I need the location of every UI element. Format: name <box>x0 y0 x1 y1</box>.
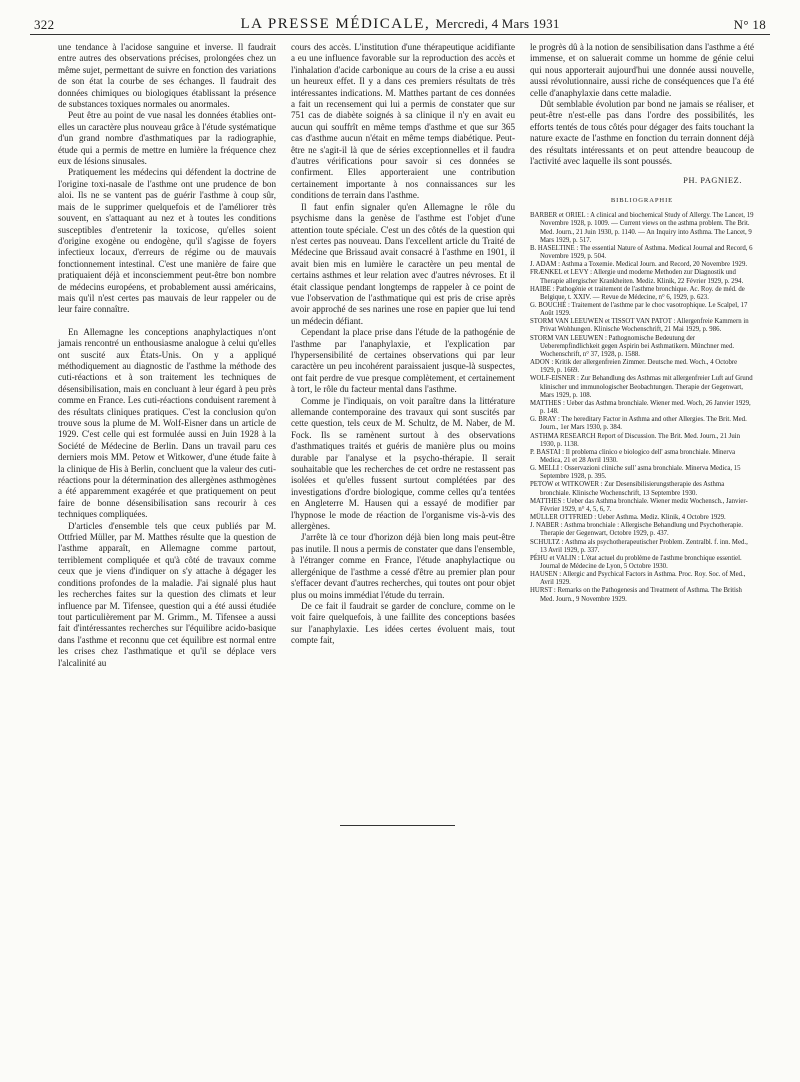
paragraph: En Allemagne les conceptions anaphylactiques n'ont jamais rencontré un enthousiasme analogue à celui qu'elles ont suscité aux États-Unis. On y a appliqué méthodiquement au diagnostic de l'asthme la méthode des cuti-réactions et à son traitement les techniques de désensibilisation, mais en concluant à leur égard à peu près comme en France. Les cuti-réactions conduisent rarement à des résultats cliniques pratiques. C'est la conclusion qu'on trouve sous la plume de M. Wolf-Eisner dans un article de 1929. C'est celle qui est formulée aussi en Juin 1928 à la Société de Médecine de Berlin. Dans un travail paru ces derniers mois MM. Petow et Witkower, d'une étude faite à la clinique de His à Berlin, concluent que la valeur des cuti-réactions pour la détermination des allergènes asthmogènes a été apparemment exagérée et que pratiquement on peut faire de bonne désensibilisation sans recourir à ces techniques compliquées. <box>58 326 276 520</box>
paragraph: Comme je l'indiquais, on voit paraître dans la littérature allemande contemporaine des travaux qui sont suscités par cette question, tels ceux de M. Schultz, de M. Naber, de M. Fock. Ils se ramènent surtout à des observations d'asthmatiques traités et guéris de manière plus ou moins durable par l'analyse et la psycho-thérapie. Il serait souhaitable que les recherches de cet ordre ne restassent pas isolées et qu'elles fussent surtout complétées par des investigations d'ordre biologique, comme celles qu'a tentées en Angleterre M. Hausen qui a essayé de modifier par l'hypnose le mode de réaction de l'organisme vis-à-vis des allergènes. <box>291 395 515 532</box>
journal-name: LA PRESSE MÉDICALE, <box>240 16 431 32</box>
bibliography-entry: HURST : Remarks on the Pathogenesis and Treatment of Asthma. The British Med. Journ., 9 Novembre 1929. <box>530 587 742 603</box>
paragraph: Dût semblable évolution par bond ne jamais se réaliser, et peut-être n'est-elle pas dans l'ordre des possibilités, les efforts tentés de tous côtés pour dégager des faits touchant la nature exacte de l'asthme en fonction du terrain donnent déjà des résultats intéressants et on peut attendre beaucoup de l'activité avec laquelle ils sont poussés. <box>530 99 754 167</box>
running-title <box>30 16 770 33</box>
bibliography-entry: HAIBE : Pathogénie et traitement de l'asthme bronchique. Ac. Roy. de méd. de Belgique, t. XXIV. — Revue de Médecine, n° 6, 1929, p. 623. <box>530 285 745 301</box>
bibliography-entry: ADON : Kritik der allergenfreien Zimmer. Deutsche med. Woch., 4 Octobre 1929, p. 1669. <box>530 359 738 375</box>
bibliography-entry: PETOW et WITKOWER : Zur Desensibilisierungstherapie des Asthma bronchiale. Klinische Wochenschrift, 13 Septembre 1930. <box>530 481 725 497</box>
paragraph: Cependant la place prise dans l'étude de la pathogénie de l'asthme par l'anaphylaxie, et l'explication par l'hypersensibilité de certaines observations qui par leur caractère un peu incohérent paraissaient jusque-là suspectes, ont fait perdre de vue presque complètement, et certainement à tort, le rôle du facteur mental dans l'asthme. <box>291 327 515 395</box>
paragraph: Peut être au point de vue nasal les données établies ont-elles un caractère plus nouveau grâce à l'étude systématique d'un grand nombre d'asthmatiques par la radiographie, étude qui a permis de mettre en lumière la fréquence chez eux de lésions sinusales. <box>58 110 276 167</box>
paragraph: De ce fait il faudrait se garder de conclure, comme on le voit faire quelquefois, à une faillite des conceptions basées sur l'anaphylaxie. Les idées certes évoluent mais, tout compte fait, <box>291 600 515 646</box>
bibliography-entry: J. ADAM : Asthma a Toxemie. Medical Journ. and Record, 20 Novembre 1929. <box>530 261 748 269</box>
paragraph: une tendance à l'acidose sanguine et inverse. Il faudrait entre autres des observations précises, prolongées chez un même sujet, permettant de suivre en fonction des variations de son état la courbe de ses échanges. Il faudrait des données chimiques ou biologiques établissant la présence de substances toxiques normales ou anormales. <box>58 42 276 110</box>
bibliography-entry: ASTHMA RESEARCH Report of Discussion. The Brit. Med. Journ., 21 Juin 1930, p. 1138. <box>530 432 741 448</box>
bibliography-entry: PÉHU et VALIN : L'état actuel du problème de l'asthme bronchique essentiel. Journal de Médecine de Lyon, 5 Octobre 1930. <box>530 554 742 570</box>
paragraph: Pratiquement les médecins qui défendent la doctrine de l'origine toxi-nasale de l'asthme ont une prudence de bon aloi. Ils ne se vantent pas de guérir l'asthme à coup sûr, mais de le supprimer quelquefois et de l'améliorer très souvent, en s'attaquant au nez et à toutes les conditions susceptibles d'entretenir la toxicose, qu'elles soient d'origine exogène ou endogène, qu'il s'agisse de foyers infectieux locaux, d'erreurs de régime ou de mauvais fonctionnement intestinal. C'est une manière de faire que pratiquaient déjà et inconsciemment peut-être bon nombre de médecins européens, et probablement aussi américains, mais qu'il n'est certes pas mauvais de leur rappeler ou de leur faire connaître. <box>58 167 276 315</box>
paragraph: Il faut enfin signaler qu'en Allemagne le rôle du psychisme dans la genèse de l'asthme est l'objet d'une attention toute spéciale. C'est un des côtés de la question qui n'est certes pas nouveau. Dans l'excellent article du Traité de Médecine que Brissaud avait consacré à l'asthme en 1901, il avait bien mis en lumière le caractère un peu mental de certains asthmes et leur relation avec d'autres névroses. Et il était classique pendant longtemps de rappeler à ce point de vue l'observation de l'asthmatique qui est pris de crise après avoir approché de ses narines une rose en papier que lui tend un médecin défiant. <box>291 201 515 326</box>
text-column-middle <box>291 42 515 647</box>
end-rule <box>340 825 455 826</box>
paragraph: D'articles d'ensemble tels que ceux publiés par M. Ottfried Müller, par M. Matthes résulte que la question de l'asthme apparaît, en Allemagne comme partout, terriblement compliquée et qu'à côté de travaux comme ceux que je viens d'indiquer on s'y attache à dégager les conditions profondes de la maladie. J'ai signalé plus haut les recherches faites sur la question des climats et leur influence par M. Tifensee, question qui a été aussi étudiée tout particulièrement par M. Grimm., M. Tifensee a aussi fait d'intéressantes recherches sur l'équilibre acido-basique dans l'asthme et reconnu que cet équilibre est normal entre les crises chez l'asthmatique et qu'il se déplace vers l'alcalinité au <box>58 520 276 668</box>
bibliography-entry: MATTHES : Ueber das Asthma bronchiale. Wiener med. Woch, 26 Janvier 1929, p. 148. <box>530 399 751 416</box>
bibliography-entry: WOLF-EISNER : Zur Behandlung des Asthmas mit allergenfreier Luft auf Grund klinischer und immunologischer Beobachtungen. Therapie der Gegenwart, Mars 1929, p. 108. <box>530 375 753 399</box>
bibliography-entry: HAUSEN : Allergic and Psychical Factors in Asthma. Proc. Roy. Soc. of Med., Avril 1929. <box>530 571 746 587</box>
bibliography-entry: BARBER et ORIEL : A clinical and biochemical Study of Allergy. The Lancet, 19 Novembre 1928, p. 1009. — Current views on the asthma problem. The Brit. Med. Journ., 21 Juin 1930, p. 1140. — An Inquiry into Asthma. The Lancet, 9 Mars 1929, p. 517. <box>530 212 754 244</box>
bibliography-entry: G. BOUCHÉ : Traitement de l'asthme par le choc vasotrophique. Le Scalpel, 17 Août 1929. <box>530 302 748 318</box>
issue-date: Mercredi, 4 Mars 1931 <box>435 16 560 31</box>
bibliography-heading: BIBLIOGRAPHIE <box>610 196 674 204</box>
bibliography-entry: MÜLLER OTTFRIED : Ueber Asthma. Mediz. Klinik, 4 Octobre 1929. <box>530 514 726 522</box>
page-number: 322 <box>34 17 55 32</box>
paragraph: cours des accès. L'institution d'une thérapeutique acidifiante a eu une influence favorable sur la reproduction des accès et l'inhalation d'acide carbonique au cours de la crise a eu aussi un heureux effet. Il y a dans ces premiers résultats de très intéressantes indications. M. Matthes partant de ces données a fait un recensement qui lui a permis de constater que sur 751 cas de diabète soignés à sa clinique il n'y en avait eu aucun qui souffrît en même temps d'asthme et que sur 365 cas d'asthme aucun n'était en même temps diabétique. Peut-être ne s'agit-il là que de séries exceptionnelles et il faudra d'autres vérifications pour savoir si ces données se confirment. Elles apporteraient une contribution certainement importante à nos connaissances sur les conditions de terrain dans l'asthme. <box>291 42 515 201</box>
paragraph: J'arrête là ce tour d'horizon déjà bien long mais peut-être pas inutile. Il nous a permis de constater que dans l'ensemble, à l'étranger comme en France, l'étude anaphylactique ou allergénique de l'asthme a cessé d'être au premier plan pour s'effacer devant d'autres recherches, qui toutes ont pour objet plus ou moins immédiat l'étude du terrain. <box>291 532 515 600</box>
author-signature: PH. PAGNIEZ. <box>683 176 742 186</box>
bibliography-list <box>530 212 754 604</box>
paragraph: le progrès dû à la notion de sensibilisation dans l'asthme a été immense, et on saluerait comme un homme de génie celui qui nous apporterait aujourd'hui une donnée aussi nouvelle, aussi révolutionnaire, aussi riche de conséquences que l'a été celle d'anaphylaxie dans cette maladie. <box>530 42 754 98</box>
bibliography-entry: STORM VAN LEEUWEN et TISSOT VAN PATOT : Allergenfreie Kammern in Privat Wohhungen. Klinische Wochenschrift, 21 Mai 1929, p. 986. <box>530 318 749 334</box>
bibliography-entry: MATTHES : Ueber das Asthma bronchiale. Wiener mediz Wochensch., Janvier-Février 1929, n° 4, 5, 6, 7. <box>530 497 748 513</box>
bibliography-entry: B. HASELTINE : The essential Nature of Asthma. Medical Journal and Record, 6 Novembre 1929, p. 504. <box>530 244 753 261</box>
text-column-left <box>58 42 276 669</box>
bibliography-entry: G. MELLI : Osservazioni cliniche sull' asma bronchiale. Minerva Medica, 15 Septembre 1928, p. 395. <box>530 465 741 481</box>
issue-number: N° 18 <box>733 17 766 32</box>
bibliography-entry: G. BRAY : The hereditary Factor in Asthma and other Allergies. The Brit. Med. Journ., 1er Mars 1930, p. 384. <box>530 416 747 432</box>
bibliography-entry: SCHULTZ : Asthma als psychotherapeutischer Problem. Zentralbl. f. inn. Med., 13 Avril 1929, p. 337. <box>530 538 748 554</box>
running-header <box>30 14 770 35</box>
bibliography-entry: P. BASTAI : Il problema clinico e biologico dell' asma bronchiale. Minerva Medica, 21 et 28 Avril 1930. <box>530 448 736 464</box>
bibliography-entry: FRÆNKEL et LEVY : Allergie und moderne Methoden zur Diagnostik und Therapie allergischer Krankheiten. Mediz. Klinik, 22 Février 1929, p. 294. <box>530 269 744 285</box>
bibliography-entry: STORM VAN LEEUWEN : Pathognomische Bedeutung der Ueberempfindlichkeit gegen Aspirin bei Asthmatikern. Münchner med. Wochenschrift, n° 37, 1928, p. 1588. <box>530 334 735 358</box>
text-column-right <box>530 42 754 604</box>
bibliography-entry: J. NABER : Asthma bronchiale : Allergische Behandlung und Psychotherapie. Therapie der Gegenwart, Octobre 1929, p. 437. <box>530 522 743 538</box>
